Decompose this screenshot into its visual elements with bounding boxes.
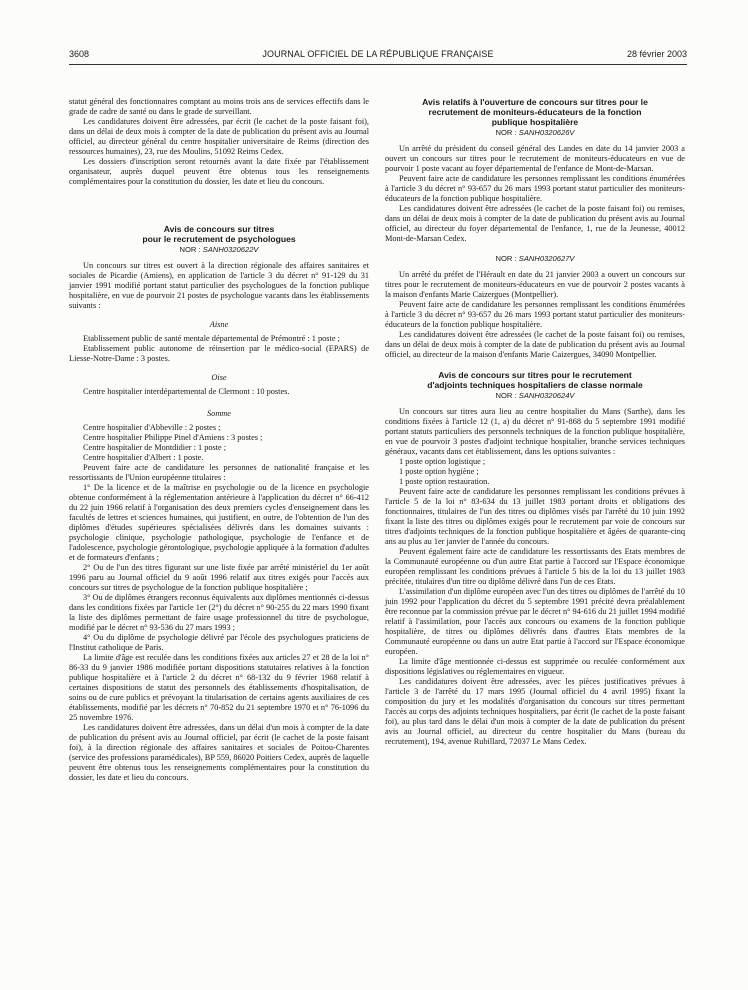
nor-code: SANH0320627V bbox=[518, 254, 575, 263]
department-heading: Somme bbox=[207, 409, 231, 418]
paragraph: Peuvent également faire acte de candidature les ressortissants des Etats membres de la Communauté européenne ou d'un autre Etat partie à l'accord sur l'Espace économique européen remplissant les conditions prévues à l'article 5 bis de la loi du 13 juillet 1983 précitée, titulaires d'un titre ou diplôme délivré dans l'un de ces Etats. bbox=[385, 547, 685, 586]
nor-label: NOR : bbox=[495, 391, 517, 400]
establishment-entry: Centre hospitalier de Montdidier : 1 poste ; bbox=[83, 443, 227, 452]
section-title: recrutement de moniteurs-éducateurs de la fonction bbox=[428, 107, 642, 117]
nor-reference bbox=[385, 391, 685, 401]
paragraph: Les candidatures doivent être adressées (le cachet de la poste faisant foi) ou remises, dans un délai de deux mois à compter de la date de publication du présent avis au Journal officiel, au directeur de la maison d'enfants Marie Caizergues, 34090 Montpellier. bbox=[385, 330, 685, 359]
paragraph: L'assimilation d'un diplôme européen avec l'un des titres ou diplômes de l'arrêté du 10 juin 1992 pour l'application du décret du 5 septembre 1991 précité devra préalablement être reconnue par la commission prévue par le décret n° 94-616 du 21 juillet 1994 modifié relatif à l'assimilation, pour l'accès aux concours ou examens de la fonction publique hospitalière, de titres ou diplômes délivrés dans d'autres Etats membres de la Communauté européenne ou dans un autre Etat partie à l'accord sur l'Espace économique européen. bbox=[385, 587, 685, 656]
nor-label: NOR : bbox=[495, 254, 517, 263]
left-column bbox=[69, 97, 369, 783]
page-header bbox=[69, 49, 687, 61]
paragraph: Peuvent faire acte de candidature les personnes remplissant les conditions prévues à l'article 5 de la loi n° 83-634 du 13 juillet 1983 portant droits et obligations des fonctionnaires, titulaires de l'un des titres ou diplômes visés par l'arrêté du 10 juin 1992 fixant la liste des titres ou diplômes exigés pour le recrutement par voie de concours sur titres d'adjoints techniques de la fonction publique hospitalière et âgées de quarante-cinq ans au plus au 1er janvier de l'année du concours. bbox=[385, 487, 685, 546]
paragraph: Peuvent faire acte de candidature les personnes de nationalité française et les ressortissants de l'Union européenne titulaires : bbox=[69, 463, 369, 482]
paragraph: Un concours sur titres aura lieu au centre hospitalier du Mans (Sarthe), dans les conditions fixées à l'article 12 (1, a) du décret n° 91-868 du 5 septembre 1991 modifié portant statuts particuliers des personnels techniques de la fonction publique hospitalière, en vue de pourvoir 3 postes d'adjoint technique hospitalier, branche services techniques généraux, vacants dans cet établissement, dans les options suivantes : bbox=[385, 407, 685, 456]
paragraph: Un arrêté du président du conseil général des Landes en date du 14 janvier 2003 a ouvert un concours sur titres pour le recrutement de moniteurs-éducateurs en vue de pourvoir 1 poste vacant au foyer départemental de l'enfance de Mont-de-Marsan. bbox=[385, 144, 685, 173]
nor-code: SANH0320624V bbox=[518, 391, 575, 400]
page-number: 3608 bbox=[69, 49, 90, 59]
paragraph: Peuvent faire acte de candidature les personnes remplissant les conditions énumérées à l'article 3 du décret n° 93-657 du 26 mars 1993 portant statut particulier des moniteurs-éducateurs de la fonction publique hospitalière. bbox=[385, 174, 685, 203]
section-title: Avis de concours sur titres pour le recrutement bbox=[438, 370, 632, 380]
paragraph: Les candidatures doivent être adressées, par écrit (le cachet de la poste faisant foi), dans un délai de deux mois à compter de la date de publication du présent avis au Journal officiel, au directeur général du centre hospitalier universitaire de Reims (direction des ressources humaines), 23, rue des Moulins, 51092 Reims Cedex. bbox=[69, 117, 369, 156]
option-item: 1 poste option hygiène ; bbox=[399, 467, 479, 476]
option-item: 1 poste option restauration. bbox=[399, 477, 490, 486]
establishment-entry: Etablissement public de santé mentale départemental de Prémontré : 1 poste ; bbox=[83, 334, 340, 343]
department-heading: Oise bbox=[211, 373, 227, 382]
journal-title: JOURNAL OFFICIEL DE LA RÉPUBLIQUE FRANÇAISE bbox=[262, 49, 494, 59]
condition-item: 3° Ou de diplômes étrangers reconnus équivalents aux diplômes mentionnés ci-dessus dans les conditions fixées par l'article 1er (2°) du décret n° 90-255 du 22 mars 1990 fixant la liste des diplômes permettant de faire usage professionnel du titre de psychologue, modifié par le décret n° 93-536 du 27 mars 1993 ; bbox=[69, 593, 369, 632]
right-column bbox=[385, 97, 685, 747]
paragraph: Les candidatures doivent être adressées, dans un délai d'un mois à compter de la date de publication du présent avis au Journal officiel, par écrit (le cachet de la poste faisant foi), à la direction régionale des affaires sanitaires et sociales de Poitou-Charentes (service des professions paramédicales), BP 559, 86020 Poitiers Cedex, auprès de laquelle peuvent être obtenus tous les renseignements complémentaires pour la constitution du dossier, les date et lieu du concours. bbox=[69, 723, 369, 782]
nor-code: SANH0320626V bbox=[518, 128, 575, 137]
section-title: publique hospitalière bbox=[491, 117, 579, 127]
department-heading: Aisne bbox=[209, 320, 229, 329]
section-title: Avis de concours sur titres bbox=[163, 224, 275, 234]
paragraph: Les candidatures doivent être adressées, avec les pièces justificatives prévues à l'article 3 de l'arrêté du 17 mars 1995 (Journal officiel du 4 avril 1995) fixant la composition du jury et les modalités d'organisation du concours sur titres permettant l'accès au corps des adjoints techniques hospitaliers, par écrit (le cachet de la poste faisant foi), au plus tard dans le délai d'un mois à compter de la date de publication du présent avis au Journal officiel, au directeur du centre hospitalier du Mans (bureau du recrutement), 194, avenue Rubillard, 72037 Le Mans Cedex. bbox=[385, 677, 685, 746]
establishment-entry: Centre hospitalier d'Albert : 1 poste. bbox=[83, 453, 204, 462]
section-title: d'adjoints techniques hospitaliers de classe normale bbox=[427, 380, 643, 390]
nor-reference bbox=[69, 245, 369, 255]
condition-item: 4° Ou du diplôme de psychologie délivré par l'école des psychologues praticiens de l'Institut catholique de Paris. bbox=[69, 633, 369, 652]
paragraph: Un arrêté du préfet de l'Hérault en date du 21 janvier 2003 a ouvert un concours sur titres pour le recrutement de moniteurs-éducateurs en vue de pourvoir 2 postes vacants à la maison d'enfants Marie Caizergues (Montpellier). bbox=[385, 270, 685, 299]
establishment-entry: Centre hospitalier Philippe Pinel d'Amiens : 3 postes ; bbox=[83, 433, 263, 442]
establishment-entry: Etablissement public autonome de réinsertion par le médico-social (EPARS) de Liesse-Notre-Dame : 3 postes. bbox=[69, 344, 369, 363]
nor-label: NOR : bbox=[495, 128, 517, 137]
section-title: Avis relatifs à l'ouverture de concours sur titres pour le bbox=[422, 97, 648, 107]
option-item: 1 poste option logistique ; bbox=[399, 457, 486, 466]
paragraph: Un concours sur titres est ouvert à la direction régionale des affaires sanitaires et sociales de Picardie (Amiens), en application de l'article 3 du décret n° 91-129 du 31 janvier 1991 modifié portant statut particulier des psychologues de la fonction publique hospitalière, en vue de pourvoir 21 postes de psychologue vacants dans les établissements suivants : bbox=[69, 261, 369, 310]
header-rule bbox=[69, 64, 687, 65]
establishment-entry: Centre hospitalier d'Abbeville : 2 postes ; bbox=[83, 423, 221, 432]
nor-label: NOR : bbox=[179, 245, 201, 254]
paragraph: Les candidatures doivent être adressées (le cachet de la poste faisant foi) ou remises, dans un délai de deux mois à compter de la date de publication du présent avis au Journal officiel, au directeur du foyer départemental de l'enfance, 1, rue de la Jeunesse, 40012 Mont-de-Marsan Cedex. bbox=[385, 204, 685, 243]
nor-code: SANH0320622V bbox=[202, 245, 259, 254]
establishment-entry: Centre hospitalier interdépartemental de Clermont : 10 postes. bbox=[83, 387, 290, 396]
section-title: pour le recrutement de psychologues bbox=[142, 234, 296, 244]
paragraph: statut général des fonctionnaires comptant au moins trois ans de services effectifs dans le grade de cadre de santé ou dans le grade de surveillant. bbox=[69, 97, 369, 116]
paragraph: Les dossiers d'inscription seront retournés avant la date fixée par l'établissement organisateur, auprès duquel peuvent être obtenus tous les renseignements complémentaires pour la constitution du dossier, les date et lieu du concours. bbox=[69, 157, 369, 186]
condition-item: 2° Ou de l'un des titres figurant sur une liste fixée par arrêté ministériel du 1er août 1996 paru au Journal officiel du 9 août 1996 relatif aux titres exigés pour l'accès aux concours sur titres de psychologue de la fonction publique hospitalière ; bbox=[69, 563, 369, 592]
nor-reference bbox=[385, 254, 685, 264]
nor-reference bbox=[385, 128, 685, 138]
paragraph: La limite d'âge est reculée dans les conditions fixées aux articles 27 et 28 de la loi n° 86-33 du 9 janvier 1986 modifiée portant dispositions statutaires relatives à la fonction publique hospitalière et à l'article 2 du décret n° 68-132 du 9 février 1968 relatif à certaines dispositions de statut des personnels des établissements d'hospitalisation, de soins ou de cure publics et prévoyant la titularisation de certains agents auxiliaires de ces établissements, modifié par les décrets n° 70-852 du 21 septembre 1970 et n° 76-1096 du 25 novembre 1976. bbox=[69, 653, 369, 722]
publication-date: 28 février 2003 bbox=[626, 49, 687, 59]
condition-item: 1° De la licence et de la maîtrise en psychologie ou de la licence en psychologie obtenue conformément à la réglementation antérieure à l'application du décret n° 66-412 du 22 juin 1966 relatif à l'organisation des deux premiers cycles d'enseignement dans les facultés de lettres et sciences humaines, qui justifient, en outre, de l'obtention de l'un des diplômes d'études supérieures spécialisées délivrés dans les domaines suivants : psychologie clinique, psychologie pathologique, psychologie de l'enfance et de l'adolescence, psychologie gérontologique, psychologie appliquée à la formation d'adultes et de formateurs d'enfants ; bbox=[69, 483, 369, 562]
paragraph: La limite d'âge mentionnée ci-dessus est supprimée ou reculée conformément aux dispositions législatives ou réglementaires en vigueur. bbox=[385, 657, 685, 676]
paragraph: Peuvent faire acte de candidature les personnes remplissant les conditions énumérées à l'article 3 du décret n° 93-657 du 26 mars 1993 portant statut particulier des moniteurs-éducateurs de la fonction publique hospitalière. bbox=[385, 300, 685, 329]
